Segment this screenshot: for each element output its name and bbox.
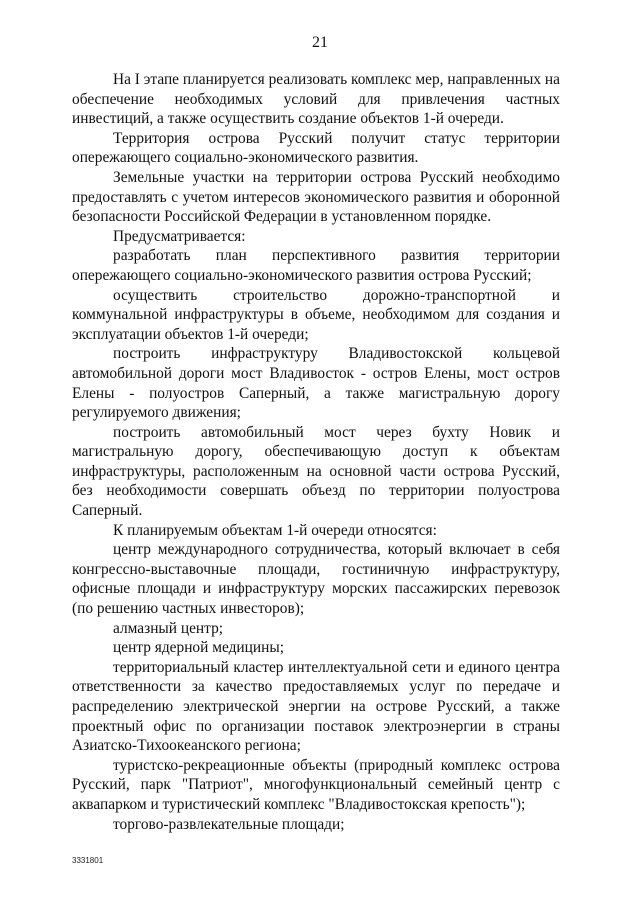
list-item-tourist-objects: туристско-рекреационные объекты (природный комплекс острова Русский, парк "Патриот", многофункциональный семейный центр с аквапарком и туристический комплекс "Владивостокская крепость"); xyxy=(72,756,560,813)
list-item-development-plan: разработать план перспективного развития территории опережающего социально-экономического развития острова Русский; xyxy=(72,247,560,284)
paragraph-first-stage-objects: К планируемым объектам 1-й очереди относятся: xyxy=(113,521,437,539)
document-body xyxy=(72,70,560,834)
list-item-novik-bridge: построить автомобильный мост через бухту Новик и магистральную дорогу, обеспечивающую доступ к объектам инфраструктуры, расположенным на основной части острова Русский, без необходимости совершать объезд по территории полуострова Саперный. xyxy=(72,423,560,520)
list-item-nuclear-medicine: центр ядерной медицины; xyxy=(113,639,284,657)
list-item-retail-areas: торгово-развлекательные площади; xyxy=(113,815,345,833)
list-item-diamond-center: алмазный центр; xyxy=(113,619,224,637)
paragraph-provided-for: Предусматривается: xyxy=(113,227,246,245)
paragraph-stage-one: На I этапе планируется реализовать комплекс мер, направленных на обеспечение необходимых условий для привлечения частных инвестиций, а также осуществить создание объектов 1-й очереди. xyxy=(72,71,560,128)
list-item-ring-road: построить инфраструктуру Владивостокской кольцевой автомобильной дороги мост Владивосток - остров Елены, мост остров Елены - полуостров Саперный, а также магистральную дорогу регулируемого движения; xyxy=(72,345,560,422)
list-item-cooperation-center: центр международного сотрудничества, который включает в себя конгрессно-выставочные площади, гостиничную инфраструктуру, офисные площади и инфраструктуру морских пассажирских перевозок (по решению частных инвесторов); xyxy=(72,541,560,618)
paragraph-land-plots: Земельные участки на территории острова Русский необходимо предоставлять с учетом интересов экономического развития и оборонной безопасности Российской Федерации в установленном порядке. xyxy=(72,168,560,226)
list-item-smart-grid-cluster: территориальный кластер интеллектуальной сети и единого центра ответственности за качество предоставляемых услуг по передаче и распределению электрической энергии на острове Русский, а также проектный офис по организации поставок электроэнергии в страны Азиатско-Тихоокеанского региона; xyxy=(72,658,560,755)
document-code: 3331801 xyxy=(72,856,104,865)
list-item-infrastructure-construction: осуществить строительство дорожно-транспортной и коммунальной инфраструктуры в объеме, необходимом для создания и эксплуатации объектов 1-й очереди; xyxy=(72,286,560,343)
paragraph-territory-status: Территория острова Русский получит статус территории опережающего социально-экономического развития. xyxy=(72,129,560,167)
page-number: 21 xyxy=(312,34,328,51)
